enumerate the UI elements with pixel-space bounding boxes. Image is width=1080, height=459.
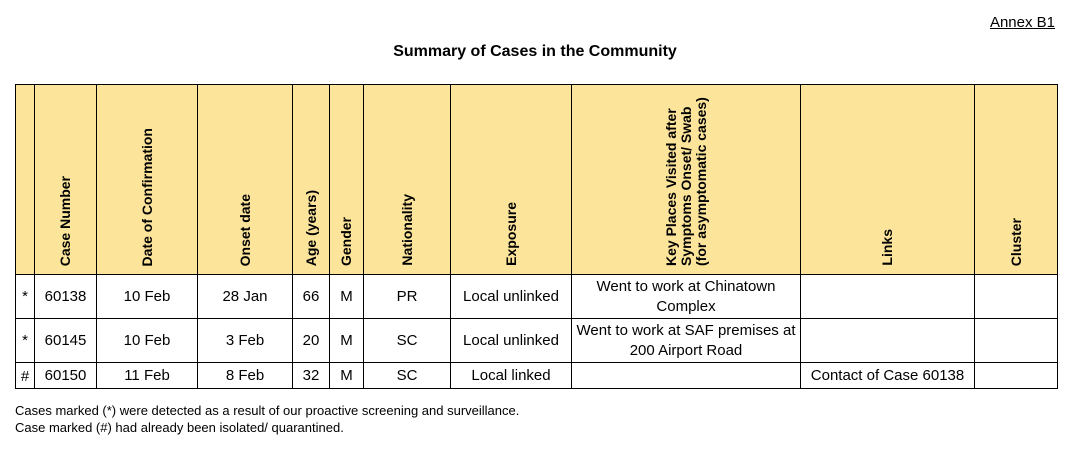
header-case-number bbox=[35, 85, 97, 275]
age-cell: 20 bbox=[293, 319, 330, 363]
cases-table bbox=[15, 84, 1058, 389]
nationality-cell: SC bbox=[364, 363, 451, 389]
header-nationality bbox=[364, 85, 451, 275]
table-row bbox=[16, 275, 1058, 319]
header-links bbox=[801, 85, 975, 275]
page-title: Summary of Cases in the Community bbox=[393, 43, 677, 60]
table-row bbox=[16, 319, 1058, 363]
cluster-cell bbox=[975, 319, 1058, 363]
gender-cell: M bbox=[330, 275, 364, 319]
nationality-cell: SC bbox=[364, 319, 451, 363]
header-date-confirmation-label: Date of Confirmation bbox=[138, 127, 155, 266]
links-cell: Contact of Case 60138 bbox=[801, 363, 975, 389]
links-cell bbox=[801, 275, 975, 319]
nationality-cell: PR bbox=[364, 275, 451, 319]
header-links-label: Links bbox=[879, 229, 895, 266]
header-onset-date-label: Onset date bbox=[236, 193, 253, 266]
header-exposure-label: Exposure bbox=[502, 202, 519, 266]
onset-date-cell: 28 Jan bbox=[198, 275, 293, 319]
case-number-cell: 60150 bbox=[35, 363, 97, 389]
footnote-isolated: Case marked (#) had already been isolated/ quarantined. bbox=[15, 420, 344, 435]
exposure-cell: Local unlinked bbox=[451, 319, 572, 363]
exposure-cell: Local unlinked bbox=[451, 275, 572, 319]
onset-date-cell: 8 Feb bbox=[198, 363, 293, 389]
age-cell: 32 bbox=[293, 363, 330, 389]
date-confirmation-cell: 10 Feb bbox=[97, 275, 198, 319]
case-number-cell: 60145 bbox=[35, 319, 97, 363]
key-places-cell bbox=[572, 363, 801, 389]
key-places-cell: Went to work at Chinatown Complex bbox=[572, 275, 801, 319]
header-gender-label: Gender bbox=[338, 216, 354, 266]
header-age bbox=[293, 85, 330, 275]
header-nationality-label: Nationality bbox=[398, 194, 415, 266]
date-confirmation-cell: 10 Feb bbox=[97, 319, 198, 363]
header-date-confirmation bbox=[97, 85, 198, 275]
header-gender bbox=[330, 85, 364, 275]
header-onset-date bbox=[198, 85, 293, 275]
header-key-places-label: Key Places Visited after Symptoms Onset/ Swab (for asymptomatic cases) bbox=[662, 97, 709, 266]
gender-cell: M bbox=[330, 319, 364, 363]
links-cell bbox=[801, 319, 975, 363]
row-marker: * bbox=[16, 319, 35, 363]
cluster-cell bbox=[975, 363, 1058, 389]
row-marker: * bbox=[16, 275, 35, 319]
row-marker: # bbox=[16, 363, 35, 389]
header-case-number-label: Case Number bbox=[57, 175, 73, 266]
exposure-cell: Local linked bbox=[451, 363, 572, 389]
key-places-cell: Went to work at SAF premises at 200 Airport Road bbox=[572, 319, 801, 363]
footnote-screening: Cases marked (*) were detected as a result of our proactive screening and surveillance. bbox=[15, 403, 520, 418]
footnotes bbox=[15, 402, 519, 436]
header-cluster-label: Cluster bbox=[1007, 217, 1024, 266]
onset-date-cell: 3 Feb bbox=[198, 319, 293, 363]
cluster-cell bbox=[975, 275, 1058, 319]
date-confirmation-cell: 11 Feb bbox=[97, 363, 198, 389]
case-number-cell: 60138 bbox=[35, 275, 97, 319]
age-cell: 66 bbox=[293, 275, 330, 319]
header-marker bbox=[16, 85, 35, 275]
table-row bbox=[16, 363, 1058, 389]
gender-cell: M bbox=[330, 363, 364, 389]
header-key-places bbox=[572, 85, 801, 275]
header-exposure bbox=[451, 85, 572, 275]
header-age-label: Age (years) bbox=[302, 189, 319, 266]
annex-label: Annex B1 bbox=[989, 14, 1055, 31]
header-row bbox=[16, 85, 1058, 275]
header-cluster bbox=[975, 85, 1058, 275]
